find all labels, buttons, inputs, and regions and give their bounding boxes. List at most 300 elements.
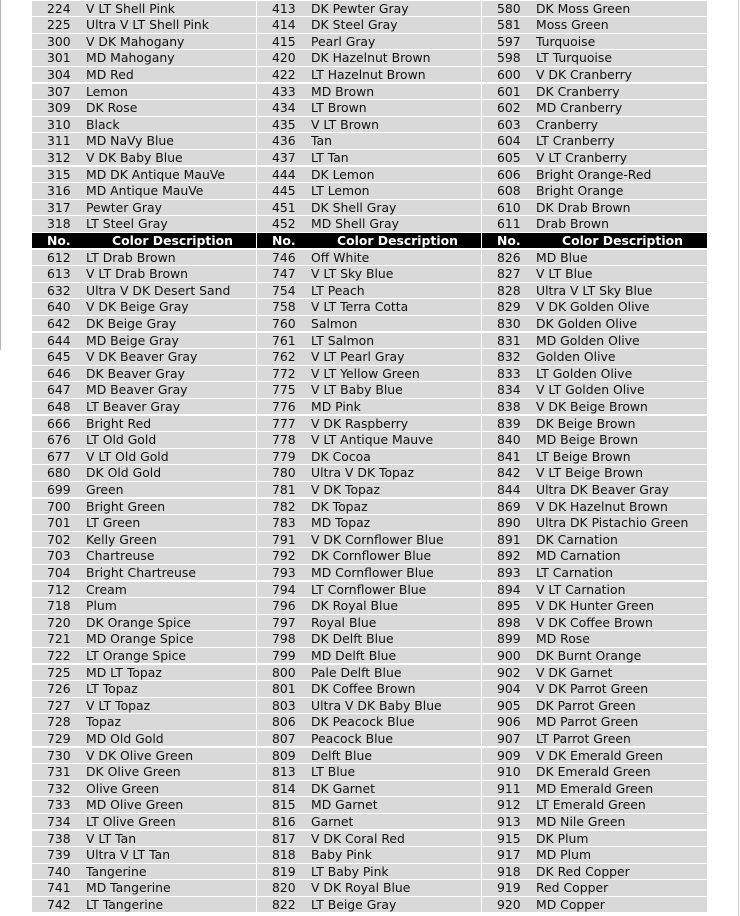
color-description: V LT Cranberry: [536, 149, 628, 165]
color-number: 898: [497, 614, 521, 630]
color-number: 307: [47, 83, 71, 99]
color-description: DK Cranberry: [536, 83, 620, 99]
color-description: MD Antique MauVe: [86, 183, 204, 199]
color-description: Olive Green: [86, 780, 160, 796]
color-number: 703: [47, 548, 71, 564]
color-number: 761: [272, 332, 296, 348]
right-edge-rule: [738, 0, 739, 916]
color-number: 832: [497, 349, 521, 365]
color-description: Black: [86, 116, 120, 132]
color-description: V DK Coffee Brown: [536, 614, 653, 630]
color-description: MD Parrot Green: [536, 714, 639, 730]
color-description: V LT Sky Blue: [311, 266, 394, 282]
column-group-divider: [481, 0, 482, 916]
color-description: V DK Beaver Gray: [86, 349, 198, 365]
color-number: 309: [47, 100, 71, 116]
color-number: 782: [272, 498, 296, 514]
color-description: MD Shell Gray: [311, 216, 399, 232]
color-number: 775: [272, 382, 296, 398]
header-number: No.: [47, 232, 71, 248]
color-description: V DK Coral Red: [311, 830, 405, 846]
color-description: V LT Antique Mauve: [311, 432, 434, 448]
color-number: 611: [497, 216, 521, 232]
color-description: V LT Shell Pink: [86, 0, 175, 16]
color-description: MD Plum: [536, 847, 592, 863]
color-description: DK Olive Green: [86, 764, 181, 780]
color-description: DK Pewter Gray: [311, 0, 409, 16]
color-description: MD Golden Olive: [536, 332, 640, 348]
color-number: 437: [272, 149, 296, 165]
color-number: 606: [497, 166, 521, 182]
color-description: MD Garnet: [311, 797, 378, 813]
color-number: 699: [47, 481, 71, 497]
color-number: 817: [272, 830, 296, 846]
color-description: V LT Old Gold: [86, 448, 169, 464]
color-number: 725: [47, 664, 71, 680]
color-number: 754: [272, 282, 296, 298]
color-number: 740: [47, 863, 71, 879]
color-description: DK Garnet: [311, 780, 376, 796]
color-description: MD Emerald Green: [536, 780, 654, 796]
color-description: V DK Beige Gray: [86, 299, 189, 315]
color-description: V DK Cornflower Blue: [311, 531, 444, 547]
color-description: V DK Golden Olive: [536, 299, 650, 315]
color-description: DK Topaz: [311, 498, 368, 514]
color-number: 731: [47, 764, 71, 780]
color-number: 612: [47, 249, 71, 265]
color-number: 892: [497, 548, 521, 564]
color-number: 842: [497, 465, 521, 481]
color-description: LT Baby Pink: [311, 863, 389, 879]
color-number: 722: [47, 647, 71, 663]
color-description: Pewter Gray: [86, 199, 162, 215]
color-description: DK Emerald Green: [536, 764, 651, 780]
color-number: 778: [272, 432, 296, 448]
color-number: 797: [272, 614, 296, 630]
color-number: 838: [497, 398, 521, 414]
color-number: 813: [272, 764, 296, 780]
color-description: Cranberry: [536, 116, 598, 132]
color-description: LT Emerald Green: [536, 797, 646, 813]
color-description: LT Tangerine: [86, 896, 164, 912]
color-number: 814: [272, 780, 296, 796]
color-number: 648: [47, 398, 71, 414]
color-description: DK Coffee Brown: [311, 681, 416, 697]
color-description: LT Golden Olive: [536, 365, 633, 381]
color-number: 597: [497, 33, 521, 49]
color-description: Turquoise: [536, 33, 596, 49]
color-description: MD Beige Brown: [536, 432, 639, 448]
color-number: 806: [272, 714, 296, 730]
color-number: 895: [497, 598, 521, 614]
color-description: V LT Beige Brown: [536, 465, 644, 481]
color-number: 702: [47, 531, 71, 547]
color-number: 420: [272, 50, 296, 66]
color-description: LT Cornflower Blue: [311, 581, 427, 597]
color-description: Drab Brown: [536, 216, 609, 232]
color-number: 676: [47, 432, 71, 448]
color-description: MD Tangerine: [86, 880, 171, 896]
color-number: 224: [47, 0, 71, 16]
color-description: DK Old Gold: [86, 465, 162, 481]
color-number: 434: [272, 100, 296, 116]
color-number: 902: [497, 664, 521, 680]
color-number: 451: [272, 199, 296, 215]
color-description: MD Topaz: [311, 515, 371, 531]
color-description: DK Cocoa: [311, 448, 371, 464]
color-description: Ultra DK Beaver Gray: [536, 481, 669, 497]
color-number: 729: [47, 730, 71, 746]
color-number: 791: [272, 531, 296, 547]
color-description: V LT Yellow Green: [311, 365, 420, 381]
color-description: LT Carnation: [536, 564, 614, 580]
color-number: 913: [497, 813, 521, 829]
color-number: 225: [47, 17, 71, 33]
color-number: 413: [272, 0, 296, 16]
color-number: 793: [272, 564, 296, 580]
color-description: LT Lemon: [311, 183, 370, 199]
color-number: 726: [47, 681, 71, 697]
color-description: V LT Pearl Gray: [311, 349, 405, 365]
color-description: Ultra V DK Baby Blue: [311, 697, 442, 713]
color-description: LT Cranberry: [536, 133, 615, 149]
color-description: LT Parrot Green: [536, 730, 631, 746]
color-description: MD LT Topaz: [86, 664, 162, 680]
color-number: 910: [497, 764, 521, 780]
color-number: 613: [47, 266, 71, 282]
color-number: 801: [272, 681, 296, 697]
color-description: Ultra DK Pistachio Green: [536, 515, 689, 531]
color-description: MD Cranberry: [536, 100, 623, 116]
color-description: MD Olive Green: [86, 797, 184, 813]
color-number: 640: [47, 299, 71, 315]
color-number: 677: [47, 448, 71, 464]
color-description: Ultra V LT Shell Pink: [86, 17, 209, 33]
color-description: Pearl Gray: [311, 33, 376, 49]
color-number: 741: [47, 880, 71, 896]
color-description: LT Turquoise: [536, 50, 612, 66]
color-number: 746: [272, 249, 296, 265]
color-number: 918: [497, 863, 521, 879]
color-number: 316: [47, 183, 71, 199]
color-number: 917: [497, 847, 521, 863]
color-description: DK Royal Blue: [311, 598, 398, 614]
color-description: MD DK Antique MauVe: [86, 166, 225, 182]
color-description: DK Beaver Gray: [86, 365, 185, 381]
color-description: LT Olive Green: [86, 813, 176, 829]
color-number: 912: [497, 797, 521, 813]
color-description: V DK Topaz: [311, 481, 381, 497]
color-description: Ultra V DK Topaz: [311, 465, 415, 481]
color-number: 300: [47, 33, 71, 49]
color-description: DK Delft Blue: [311, 631, 394, 647]
color-description: Bright Orange-Red: [536, 166, 652, 182]
color-number: 310: [47, 116, 71, 132]
color-number: 758: [272, 299, 296, 315]
color-number: 762: [272, 349, 296, 365]
color-number: 647: [47, 382, 71, 398]
color-description: V DK Garnet: [536, 664, 613, 680]
color-description: LT Drab Brown: [86, 249, 176, 265]
color-description: Pale Delft Blue: [311, 664, 402, 680]
color-description: DK Lemon: [311, 166, 375, 182]
color-number: 734: [47, 813, 71, 829]
color-description: DK Peacock Blue: [311, 714, 415, 730]
color-number: 779: [272, 448, 296, 464]
color-number: 911: [497, 780, 521, 796]
color-description: V DK Raspberry: [311, 415, 409, 431]
color-number: 317: [47, 199, 71, 215]
color-description: Peacock Blue: [311, 730, 393, 746]
color-description: MD Nile Green: [536, 813, 626, 829]
color-number: 632: [47, 282, 71, 298]
color-number: 893: [497, 564, 521, 580]
color-number: 834: [497, 382, 521, 398]
color-description: DK Beige Gray: [86, 315, 177, 331]
color-description: Baby Pink: [311, 847, 372, 863]
color-description: MD Red: [86, 66, 134, 82]
color-description: Royal Blue: [311, 614, 377, 630]
color-number: 311: [47, 133, 71, 149]
color-description: MD NaVy Blue: [86, 133, 174, 149]
color-number: 900: [497, 647, 521, 663]
color-number: 422: [272, 66, 296, 82]
color-number: 580: [497, 0, 521, 16]
color-number: 780: [272, 465, 296, 481]
color-number: 800: [272, 664, 296, 680]
color-description: LT Peach: [311, 282, 365, 298]
color-description: MD Mahogany: [86, 50, 175, 66]
color-description: MD Carnation: [536, 548, 621, 564]
color-description: LT Brown: [311, 100, 367, 116]
color-description: MD Blue: [536, 249, 588, 265]
color-description: DK Shell Gray: [311, 199, 397, 215]
color-number: 822: [272, 896, 296, 912]
color-number: 799: [272, 647, 296, 663]
color-description: V DK Cranberry: [536, 66, 633, 82]
color-number: 798: [272, 631, 296, 647]
color-number: 739: [47, 847, 71, 863]
color-number: 816: [272, 813, 296, 829]
color-number: 781: [272, 481, 296, 497]
color-number: 581: [497, 17, 521, 33]
color-number: 604: [497, 133, 521, 149]
color-description: Delft Blue: [311, 747, 372, 763]
color-number: 869: [497, 498, 521, 514]
color-number: 700: [47, 498, 71, 514]
color-description: Tangerine: [86, 863, 147, 879]
color-description: MD Orange Spice: [86, 631, 194, 647]
color-number: 907: [497, 730, 521, 746]
color-description: DK Golden Olive: [536, 315, 638, 331]
color-number: 841: [497, 448, 521, 464]
color-number: 608: [497, 183, 521, 199]
color-description: LT Hazelnut Brown: [311, 66, 426, 82]
color-description: DK Burnt Orange: [536, 647, 642, 663]
color-number: 603: [497, 116, 521, 132]
header-number: No.: [497, 232, 521, 248]
color-number: 605: [497, 149, 521, 165]
color-number: 777: [272, 415, 296, 431]
color-description: V DK Parrot Green: [536, 681, 649, 697]
color-description: DK Drab Brown: [536, 199, 631, 215]
color-number: 819: [272, 863, 296, 879]
color-description: LT Tan: [311, 149, 349, 165]
color-number: 414: [272, 17, 296, 33]
color-description: V DK Emerald Green: [536, 747, 663, 763]
color-description: LT Salmon: [311, 332, 375, 348]
color-number: 680: [47, 465, 71, 481]
color-number: 704: [47, 564, 71, 580]
color-description: Bright Chartreuse: [86, 564, 196, 580]
color-number: 894: [497, 581, 521, 597]
color-description: Bright Orange: [536, 183, 624, 199]
color-number: 730: [47, 747, 71, 763]
color-number: 792: [272, 548, 296, 564]
color-description: DK Carnation: [536, 531, 618, 547]
color-number: 833: [497, 365, 521, 381]
color-description: Lemon: [86, 83, 128, 99]
color-number: 445: [272, 183, 296, 199]
color-number: 839: [497, 415, 521, 431]
color-description: Red Copper: [536, 880, 609, 896]
color-description: V LT Tan: [86, 830, 137, 846]
color-number: 783: [272, 515, 296, 531]
color-description: Chartreuse: [86, 548, 155, 564]
color-description: V DK Hunter Green: [536, 598, 655, 614]
color-number: 718: [47, 598, 71, 614]
color-number: 318: [47, 216, 71, 232]
color-number: 721: [47, 631, 71, 647]
color-description: LT Green: [86, 515, 141, 531]
color-description: V LT Baby Blue: [311, 382, 403, 398]
color-description: LT Orange Spice: [86, 647, 187, 663]
color-description: DK Cornflower Blue: [311, 548, 432, 564]
color-description: DK Parrot Green: [536, 697, 636, 713]
color-description: Kelly Green: [86, 531, 157, 547]
color-number: 891: [497, 531, 521, 547]
color-description: Plum: [86, 598, 117, 614]
color-number: 435: [272, 116, 296, 132]
color-description: Green: [86, 481, 124, 497]
color-description: V DK Royal Blue: [311, 880, 411, 896]
color-description: MD Cornflower Blue: [311, 564, 434, 580]
color-description: DK Moss Green: [536, 0, 631, 16]
color-description: LT Old Gold: [86, 432, 157, 448]
color-description: V DK Olive Green: [86, 747, 194, 763]
color-description: V LT Brown: [311, 116, 380, 132]
color-number: 315: [47, 166, 71, 182]
color-description: DK Steel Gray: [311, 17, 398, 33]
color-number: 415: [272, 33, 296, 49]
color-description: LT Beige Brown: [536, 448, 631, 464]
color-number: 794: [272, 581, 296, 597]
color-description: LT Steel Gray: [86, 216, 168, 232]
color-number: 728: [47, 714, 71, 730]
color-description: MD Brown: [311, 83, 375, 99]
color-number: 830: [497, 315, 521, 331]
color-description: DK Plum: [536, 830, 589, 846]
header-number: No.: [272, 232, 296, 248]
color-number: 899: [497, 631, 521, 647]
color-number: 742: [47, 896, 71, 912]
color-description: Ultra V DK Desert Sand: [86, 282, 231, 298]
color-number: 642: [47, 315, 71, 331]
header-color-description: Color Description: [112, 232, 233, 248]
color-description: LT Beige Gray: [311, 896, 397, 912]
color-description: MD Pink: [311, 398, 361, 414]
color-description: DK Beige Brown: [536, 415, 636, 431]
color-description: MD Delft Blue: [311, 647, 397, 663]
color-description: LT Beaver Gray: [86, 398, 181, 414]
color-number: 919: [497, 880, 521, 896]
color-number: 796: [272, 598, 296, 614]
color-description: Bright Green: [86, 498, 166, 514]
color-number: 776: [272, 398, 296, 414]
color-description: Cream: [86, 581, 127, 597]
header-color-description: Color Description: [337, 232, 458, 248]
color-number: 304: [47, 66, 71, 82]
color-number: 733: [47, 797, 71, 813]
color-description: DK Orange Spice: [86, 614, 191, 630]
color-number: 827: [497, 266, 521, 282]
left-edge-rule: [0, 0, 1, 350]
color-number: 645: [47, 349, 71, 365]
color-description: V LT Topaz: [86, 697, 151, 713]
color-number: 772: [272, 365, 296, 381]
color-number: 829: [497, 299, 521, 315]
color-number: 818: [272, 847, 296, 863]
color-description: V LT Drab Brown: [86, 266, 189, 282]
color-number: 312: [47, 149, 71, 165]
color-description: V DK Hazelnut Brown: [536, 498, 668, 514]
color-number: 815: [272, 797, 296, 813]
color-number: 844: [497, 481, 521, 497]
color-number: 826: [497, 249, 521, 265]
color-description: V LT Carnation: [536, 581, 626, 597]
color-number: 840: [497, 432, 521, 448]
color-number: 444: [272, 166, 296, 182]
color-description: Ultra V LT Sky Blue: [536, 282, 653, 298]
color-number: 666: [47, 415, 71, 431]
color-number: 803: [272, 697, 296, 713]
header-color-description: Color Description: [562, 232, 683, 248]
color-number: 452: [272, 216, 296, 232]
color-number: 747: [272, 266, 296, 282]
color-description: LT Topaz: [86, 681, 138, 697]
color-number: 600: [497, 66, 521, 82]
color-description: Garnet: [311, 813, 354, 829]
color-number: 831: [497, 332, 521, 348]
color-number: 809: [272, 747, 296, 763]
color-description: V LT Blue: [536, 266, 593, 282]
color-number: 644: [47, 332, 71, 348]
color-description: V DK Mahogany: [86, 33, 185, 49]
color-number: 602: [497, 100, 521, 116]
color-number: 598: [497, 50, 521, 66]
color-number: 820: [272, 880, 296, 896]
color-number: 807: [272, 730, 296, 746]
color-description: Bright Red: [86, 415, 152, 431]
color-number: 760: [272, 315, 296, 331]
color-number: 601: [497, 83, 521, 99]
color-description: Tan: [311, 133, 332, 149]
color-number: 738: [47, 830, 71, 846]
color-number: 610: [497, 199, 521, 215]
color-description: V LT Golden Olive: [536, 382, 645, 398]
color-number: 904: [497, 681, 521, 697]
color-number: 732: [47, 780, 71, 796]
